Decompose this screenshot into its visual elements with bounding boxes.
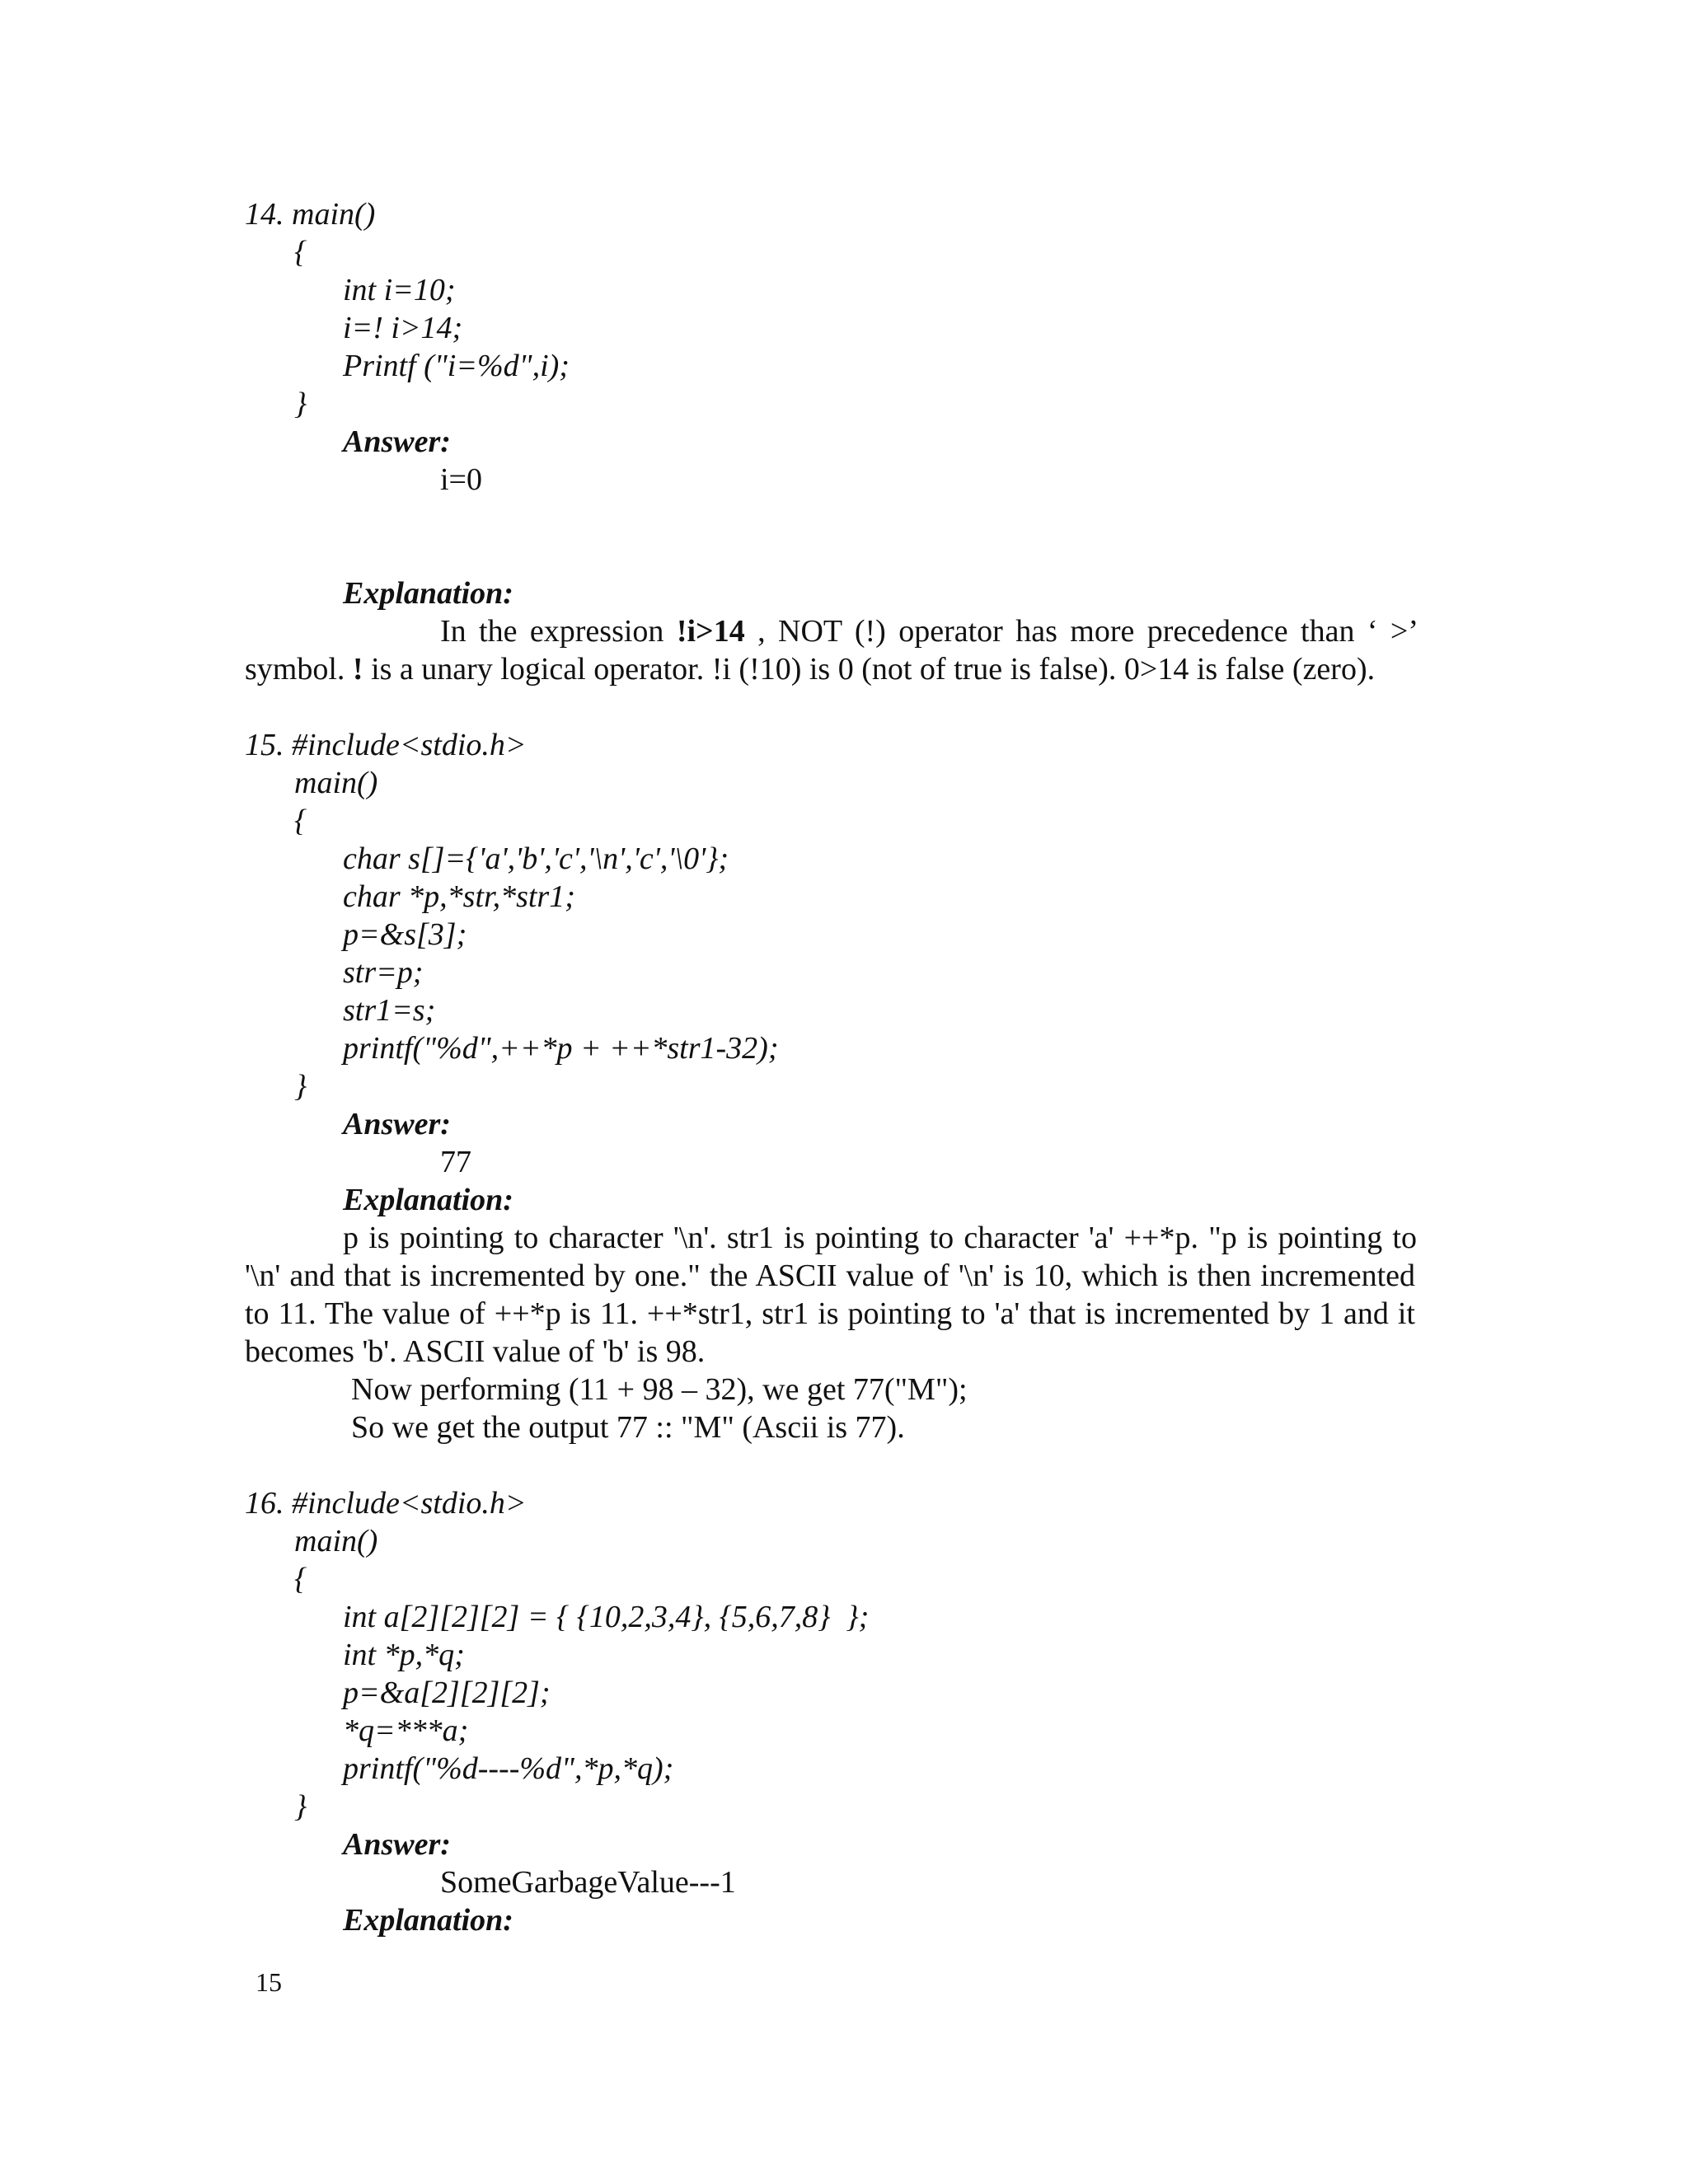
code-line: main()	[294, 766, 378, 800]
explanation-text: So we get the output 77 :: "M" (Ascii is 77).	[351, 1410, 905, 1445]
explanation-text: '\n' and that is incremented by one." the ASCII value of '\n' is 10, which is then incremented	[245, 1258, 1415, 1293]
code-line: printf("%d",++*p + ++*str1-32);	[343, 1031, 779, 1066]
answer-label: Answer:	[343, 424, 451, 459]
explanation-text: In the expression !i>14 , NOT (!) operator has more precedence than ‘ >’	[440, 614, 1418, 649]
page-number: 15	[256, 1967, 282, 1997]
explanation-text: becomes 'b'. ASCII value of 'b' is 98.	[245, 1334, 706, 1369]
explanation-label: Explanation:	[343, 576, 513, 611]
answer-label: Answer:	[343, 1107, 451, 1141]
code-line: }	[294, 387, 307, 421]
explanation-text: symbol. ! is a unary logical operator. !i (!10) is 0 (not of true is false). 0>14 is false (zero).	[245, 652, 1376, 687]
explanation-text: Now performing (11 + 98 – 32), we get 77("M");	[351, 1372, 968, 1407]
answer-value: 77	[440, 1145, 471, 1179]
code-line: {	[294, 1562, 307, 1596]
code-line: int a[2][2][2] = { {10,2,3,4}, {5,6,7,8} };	[343, 1600, 870, 1634]
code-line: 15. #include<stdio.h>	[245, 728, 527, 762]
code-line: char *p,*str,*str1;	[343, 879, 575, 914]
code-line: 14. main()	[245, 197, 376, 232]
code-line: i=! i>14;	[343, 311, 463, 345]
answer-label: Answer:	[343, 1827, 451, 1862]
answer-value: SomeGarbageValue---1	[440, 1865, 736, 1900]
answer-value: i=0	[440, 462, 482, 497]
code-line: char s[]={'a','b','c','\n','c','\0'};	[343, 841, 729, 876]
code-line: str=p;	[343, 955, 424, 990]
code-line: int *p,*q;	[343, 1638, 465, 1672]
code-line: {	[294, 235, 307, 269]
code-line: Printf ("i=%d",i);	[343, 349, 570, 383]
explanation-label: Explanation:	[343, 1903, 513, 1938]
explanation-label: Explanation:	[343, 1183, 513, 1217]
code-line: *q=***a;	[343, 1713, 469, 1748]
code-line: p=&s[3];	[343, 917, 467, 952]
code-line: 16. #include<stdio.h>	[245, 1486, 527, 1521]
code-line: }	[294, 1069, 307, 1104]
code-line: }	[294, 1789, 307, 1824]
explanation-text: to 11. The value of ++*p is 11. ++*str1, str1 is pointing to 'a' that is incremented by 1 and it	[245, 1296, 1415, 1331]
code-line: str1=s;	[343, 993, 436, 1028]
code-line: main()	[294, 1524, 378, 1558]
code-line: int i=10;	[343, 273, 456, 307]
code-line: {	[294, 804, 307, 838]
explanation-text: p is pointing to character '\n'. str1 is pointing to character 'a' ++*p. "p is pointing to	[343, 1221, 1417, 1255]
code-line: printf("%d----%d",*p,*q);	[343, 1751, 674, 1786]
code-line: p=&a[2][2][2];	[343, 1675, 551, 1710]
